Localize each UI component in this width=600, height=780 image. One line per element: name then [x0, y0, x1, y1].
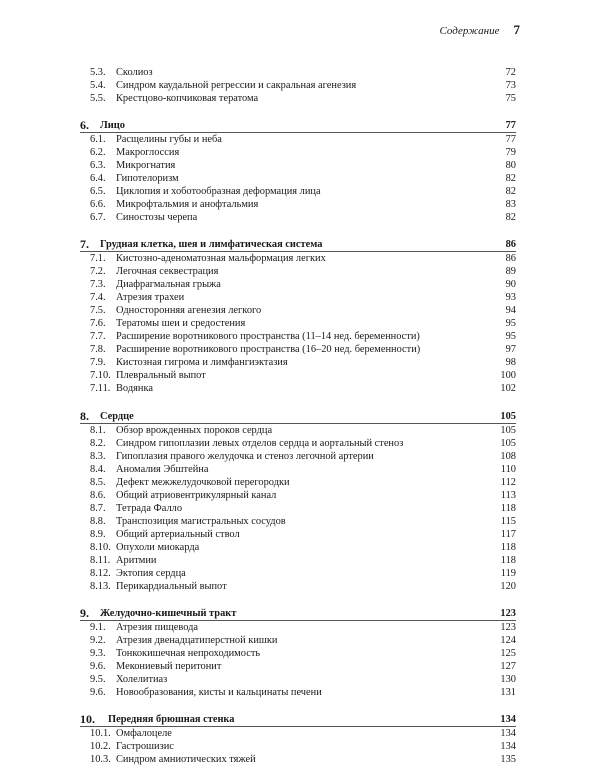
entry-title: Синдром гипоплазии левых отделов сердца и аортальный стеноз — [116, 437, 404, 449]
entry-number: 9.3. — [90, 647, 106, 659]
toc-entry[interactable] — [80, 463, 516, 476]
entry-title: Новообразования, кисты и кальцинаты печени — [116, 686, 322, 698]
entry-title: Синдром каудальной регрессии и сакральная агенезия — [116, 80, 357, 91]
toc-entry[interactable] — [80, 673, 516, 686]
entry-page: 97 — [505, 344, 516, 356]
entry-title: Расширение воротникового пространства (11–14 нед. беременности) — [116, 331, 420, 343]
entry-page: 94 — [505, 305, 516, 317]
entry-number: 8.6. — [90, 489, 106, 501]
entry-title: Крестцово-копчиковая тератома — [116, 93, 259, 104]
entry-number: 7.8. — [90, 344, 106, 356]
chapter-heading[interactable] — [80, 410, 516, 424]
entry-number: 7.1. — [90, 253, 106, 265]
entry-page: 79 — [505, 147, 516, 159]
entry-title: Атрезия пищевода — [116, 621, 198, 633]
toc-entry[interactable] — [80, 159, 516, 172]
entry-number: 7.6. — [90, 318, 106, 330]
entry-page: 131 — [500, 686, 516, 698]
entry-page: 102 — [500, 383, 516, 395]
header-title: Содержание — [439, 25, 500, 37]
entry-title: Холелитиаз — [116, 673, 168, 685]
entry-number: 8.4. — [90, 463, 106, 475]
entry-page: 124 — [500, 634, 516, 646]
chapter-heading[interactable] — [80, 119, 516, 133]
entry-number: 6.7. — [90, 212, 106, 224]
entry-number: 8.2. — [90, 437, 106, 449]
entry-page: 118 — [500, 502, 516, 514]
entry-page: 123 — [500, 621, 516, 633]
toc-entry[interactable] — [80, 146, 516, 159]
entry-number: 9.1. — [90, 621, 106, 633]
entry-page: 134 — [500, 740, 516, 752]
entry-page: 134 — [500, 727, 516, 739]
entry-title: Аритмии — [116, 554, 157, 566]
toc-entry[interactable] — [80, 634, 516, 647]
entry-title: Лицо — [100, 120, 125, 132]
entry-title: Общий артериальный ствол — [116, 528, 240, 540]
toc-entry[interactable] — [80, 753, 516, 766]
entry-number: 8.5. — [90, 476, 106, 488]
entry-page: 105 — [500, 410, 516, 422]
entry-title: Дефект межжелудочковой перегородки — [116, 476, 290, 488]
entry-number: 6.1. — [90, 134, 106, 146]
entry-number: 7.11. — [90, 383, 111, 395]
entry-title: Аномалия Эбштейна — [116, 463, 209, 475]
toc-section — [80, 66, 516, 105]
entry-number: 6.5. — [90, 186, 106, 198]
entry-title: Гипоплазия правого желудочка и стеноз легочной артерии — [116, 450, 374, 462]
entry-title: Тетрада Фалло — [116, 502, 183, 514]
entry-title: Грудная клетка, шея и лимфатическая система — [100, 239, 323, 251]
entry-page: 120 — [500, 580, 516, 592]
entry-title: Микрогнатия — [116, 160, 176, 172]
entry-number: 5.4. — [90, 80, 106, 91]
entry-title: Микрофтальмия и анофтальмия — [116, 199, 259, 211]
entry-title: Желудочно-кишечный тракт — [100, 607, 237, 619]
entry-title: Кистозная гигрома и лимфангиэктазия — [116, 357, 288, 369]
entry-page: 82 — [505, 212, 516, 224]
entry-page: 108 — [500, 450, 516, 462]
table-of-contents — [80, 66, 516, 780]
entry-title: Передняя брюшная стенка — [108, 713, 235, 725]
entry-page: 118 — [500, 554, 516, 566]
chapter-heading[interactable] — [80, 607, 516, 621]
toc-entry[interactable] — [80, 580, 516, 593]
entry-page: 113 — [500, 489, 516, 501]
entry-number: 6. — [80, 118, 89, 133]
entry-title: Легочная секвестрация — [116, 266, 219, 278]
entry-number: 7. — [80, 237, 89, 252]
page-number: 7 — [513, 22, 520, 37]
toc-entry[interactable] — [80, 172, 516, 185]
entry-title: Транспозиция магистральных сосудов — [116, 515, 286, 527]
entry-number: 8.3. — [90, 450, 106, 462]
entry-title: Односторонняя агенезия легкого — [116, 305, 262, 317]
entry-title: Тератомы шеи и средостения — [116, 318, 246, 330]
toc-entry[interactable] — [80, 291, 516, 304]
toc-entry[interactable] — [80, 450, 516, 463]
toc-entry[interactable] — [80, 211, 516, 224]
entry-number: 7.5. — [90, 305, 106, 317]
toc-entry[interactable] — [80, 66, 516, 79]
entry-page: 112 — [500, 476, 516, 488]
toc-entry[interactable] — [80, 740, 516, 753]
entry-title: Мекониевый перитонит — [116, 660, 222, 672]
entry-page: 135 — [500, 753, 516, 765]
entry-page: 123 — [500, 607, 516, 619]
toc-entry[interactable] — [80, 502, 516, 515]
entry-page: 127 — [500, 660, 516, 672]
entry-page: 73 — [505, 80, 516, 91]
running-header — [439, 22, 520, 38]
entry-number: 10. — [80, 711, 95, 726]
entry-title: Кистозно-аденоматозная мальформация легких — [116, 253, 326, 265]
toc-entry[interactable] — [80, 437, 516, 450]
toc-entry[interactable] — [80, 541, 516, 554]
entry-page: 83 — [505, 199, 516, 211]
entry-page: 82 — [505, 173, 516, 185]
entry-title: Диафрагмальная грыжа — [116, 279, 221, 291]
toc-entry[interactable] — [80, 727, 516, 740]
toc-entry[interactable] — [80, 647, 516, 660]
entry-number: 9.2. — [90, 634, 106, 646]
entry-title: Макроглоссия — [116, 147, 180, 159]
entry-title: Гипотелоризм — [116, 173, 179, 185]
entry-number: 10.2. — [90, 740, 111, 752]
entry-title: Тонкокишечная непроходимость — [116, 647, 261, 659]
entry-number: 8.8. — [90, 515, 106, 527]
entry-title: Расширение воротникового пространства (16–20 нед. беременности) — [116, 344, 421, 356]
entry-number: 10.3. — [90, 753, 111, 765]
toc-entry[interactable] — [80, 185, 516, 198]
entry-page: 110 — [500, 463, 516, 475]
toc-section — [80, 713, 516, 766]
toc-entry[interactable] — [80, 133, 516, 146]
entry-title: Циклопия и хоботообразная деформация лица — [116, 186, 321, 198]
toc-entry[interactable] — [80, 382, 516, 395]
toc-entry[interactable] — [80, 356, 516, 369]
toc-entry[interactable] — [80, 528, 516, 541]
toc-entry[interactable] — [80, 567, 516, 580]
toc-entry[interactable] — [80, 489, 516, 502]
entry-number: 8.10. — [90, 541, 111, 553]
toc-entry[interactable] — [80, 554, 516, 567]
entry-number: 9. — [80, 605, 89, 620]
toc-entry[interactable] — [80, 515, 516, 528]
entry-number: 6.2. — [90, 147, 106, 159]
entry-title: Перикардиальный выпот — [116, 580, 227, 592]
entry-number: 6.3. — [90, 160, 106, 172]
toc-section — [80, 238, 516, 395]
entry-number: 7.3. — [90, 279, 106, 291]
entry-page: 95 — [505, 331, 516, 343]
entry-page: 98 — [505, 357, 516, 369]
entry-number: 9.6. — [90, 660, 106, 672]
toc-entry[interactable] — [80, 621, 516, 634]
entry-page: 117 — [500, 528, 516, 540]
toc-entry[interactable] — [80, 265, 516, 278]
entry-title: Синдром амниотических тяжей — [116, 753, 256, 765]
entry-page: 115 — [500, 515, 516, 527]
toc-entry[interactable] — [80, 79, 516, 92]
entry-page: 86 — [505, 253, 516, 265]
toc-entry[interactable] — [80, 317, 516, 330]
entry-number: 9.6. — [90, 686, 106, 698]
entry-page: 118 — [500, 541, 516, 553]
entry-number: 6.4. — [90, 173, 106, 185]
entry-title: Сколиоз — [116, 67, 153, 78]
entry-title: Общий атриовентрикулярный канал — [116, 489, 277, 501]
entry-number: 8.11. — [90, 554, 111, 566]
chapter-heading[interactable] — [80, 238, 516, 252]
entry-number: 6.6. — [90, 199, 106, 211]
entry-title: Плевральный выпот — [116, 370, 206, 382]
toc-section — [80, 119, 516, 224]
entry-title: Атрезия трахеи — [116, 292, 185, 304]
entry-title: Атрезия двенадцатиперстной кишки — [116, 634, 278, 646]
entry-number: 7.9. — [90, 357, 106, 369]
toc-entry[interactable] — [80, 343, 516, 356]
entry-number: 7.2. — [90, 266, 106, 278]
entry-number: 5.3. — [90, 67, 106, 78]
entry-page: 105 — [500, 437, 516, 449]
entry-page: 80 — [505, 160, 516, 172]
toc-entry[interactable] — [80, 476, 516, 489]
entry-page: 77 — [505, 134, 516, 146]
toc-entry[interactable] — [80, 198, 516, 211]
toc-entry[interactable] — [80, 330, 516, 343]
entry-title: Эктопия сердца — [116, 567, 186, 579]
entry-number: 8.7. — [90, 502, 106, 514]
chapter-heading[interactable] — [80, 713, 516, 727]
entry-title: Синостозы черепа — [116, 212, 198, 224]
entry-number: 9.5. — [90, 673, 106, 685]
entry-number: 8.12. — [90, 567, 111, 579]
entry-title: Опухоли миокарда — [116, 541, 200, 553]
entry-number: 7.4. — [90, 292, 106, 304]
entry-page: 95 — [505, 318, 516, 330]
entry-page: 77 — [505, 120, 516, 132]
entry-page: 134 — [500, 713, 516, 725]
toc-entry[interactable] — [80, 424, 516, 437]
entry-page: 105 — [500, 424, 516, 436]
entry-page: 90 — [505, 279, 516, 291]
entry-page: 86 — [505, 239, 516, 251]
entry-title: Гастрошизис — [116, 740, 174, 752]
toc-section — [80, 607, 516, 699]
entry-title: Омфалоцеле — [116, 727, 172, 739]
entry-page: 82 — [505, 186, 516, 198]
entry-page: 75 — [505, 93, 516, 104]
entry-number: 8.13. — [90, 580, 111, 592]
entry-page: 130 — [500, 673, 516, 685]
entry-page: 100 — [500, 370, 516, 382]
toc-entry[interactable] — [80, 369, 516, 382]
entry-page: 93 — [505, 292, 516, 304]
entry-number: 7.7. — [90, 331, 106, 343]
toc-entry[interactable] — [80, 686, 516, 699]
toc-entry[interactable] — [80, 92, 516, 105]
entry-number: 7.10. — [90, 370, 111, 382]
toc-entry[interactable] — [80, 252, 516, 265]
entry-page: 119 — [500, 567, 516, 579]
entry-title: Сердце — [100, 410, 134, 422]
toc-entry[interactable] — [80, 278, 516, 291]
entry-page: 89 — [505, 266, 516, 278]
entry-page: 125 — [500, 647, 516, 659]
entry-number: 5.5. — [90, 93, 106, 104]
toc-section — [80, 410, 516, 593]
entry-page: 72 — [505, 67, 516, 78]
entry-number: 8.9. — [90, 528, 106, 540]
toc-entry[interactable] — [80, 660, 516, 673]
toc-entry[interactable] — [80, 304, 516, 317]
entry-number: 8.1. — [90, 424, 106, 436]
entry-number: 8. — [80, 408, 89, 423]
entry-title: Расщелины губы и неба — [116, 134, 222, 146]
entry-number: 10.1. — [90, 727, 111, 739]
entry-title: Водянка — [116, 383, 153, 395]
entry-title: Обзор врожденных пороков сердца — [116, 424, 273, 436]
